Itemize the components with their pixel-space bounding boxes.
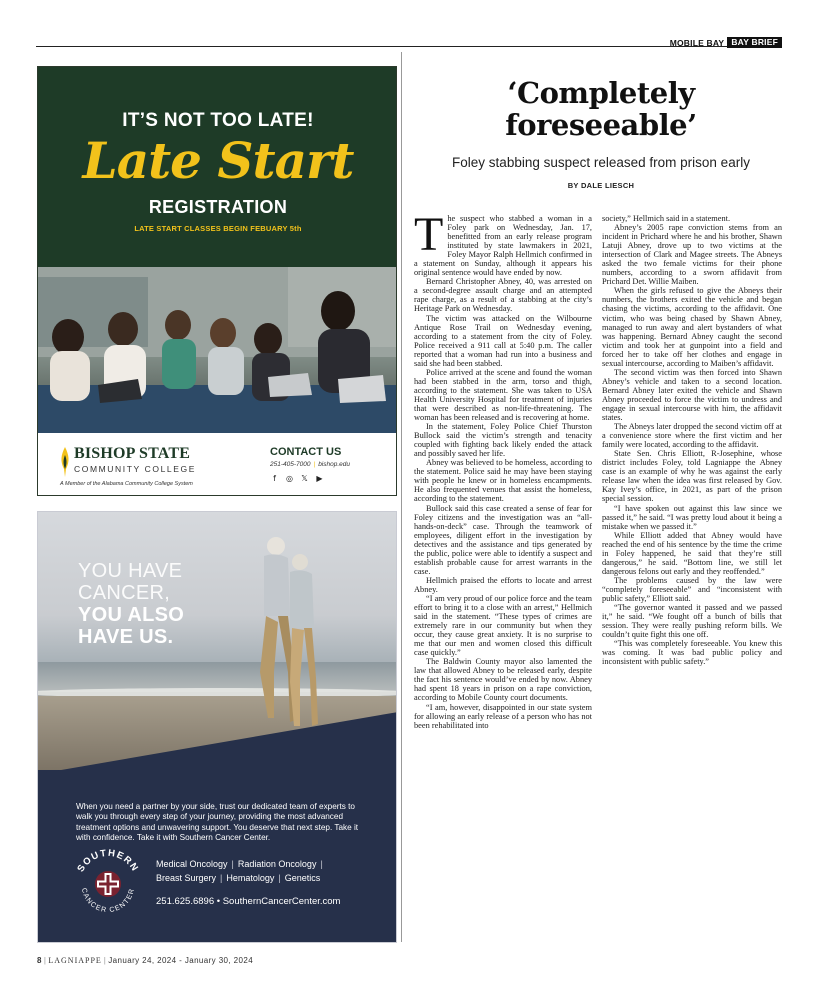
drop-cap: T [414,208,444,261]
students-illustration [38,267,397,433]
service-label: Hematology [226,873,275,883]
service-label: Radiation Oncology [237,859,317,869]
bishop-contact-title: CONTACT US [270,446,342,458]
article-column-1 [414,208,592,730]
bishop-flame-logo-icon [60,447,70,477]
facebook-icon[interactable]: f [273,474,276,483]
services-line-2: Breast Surgery | Hematology | Genetics [156,873,321,883]
svg-text:SOUTHERN: SOUTHERN [75,848,141,875]
instagram-icon[interactable]: ◎ [286,474,293,483]
students-photo [38,267,397,433]
section-tag-secondary: BAY BRIEF [727,37,782,48]
publication-name: LAGNIAPPE [48,956,102,965]
bishop-website-link[interactable]: bishop.edu [318,461,350,468]
bishop-school-sub: COMMUNITY COLLEGE [74,464,196,474]
article-paragraph: Abney’s 2005 rape conviction stems from an incident in Prichard where he and his brother, Shawn Latuji Abney, drove up to two victims at the intersection of Clark and Magee streets. The Abneys asked the two female victims for their phone numbers, according to a sworn affidavit from Prichard Det. Willie Maiben. [602,223,782,287]
bishop-ad-registration: REGISTRATION [148,197,288,217]
article-paragraph: Bullock said this case created a sense of fear for Foley citizens and the investigation was an “all-hands-on-deck” case. Through the teamwork of employees, diligent effort in the investigation by detectives and the assistance and tips generated by the public, police were able to identify a suspect and establish probable cause for arrest warrants in the case. [414,503,592,576]
section-tag-primary: MOBILE BAY [669,37,725,48]
article-paragraph: society,” Hellmich said in a statement. [602,214,731,223]
services-line-1: Medical Oncology | Radiation Oncology | [156,859,323,869]
section-tag [670,37,782,48]
x-icon[interactable]: 𝕏 [301,474,308,483]
article-paragraph: Bernard Christopher Abney, 40, was arrested on a second-degree assault charge and an attempted rape charge, as a result of a stabbing at the city’s Heritage Park on Wednesday. [414,277,592,314]
article-paragraph: “I am very proud of our police force and the team effort to bring it to a close with an arrest,” Hellmich said in the statement. “These types of crimes are extremely rare in our community but when they occur, they cause great anxiety. It is no surprise to me that our men and women closed this difficult case quickly.” [414,593,592,658]
bishop-school-name: BISHOP STATE [74,445,191,462]
service-label: Breast Surgery [156,873,217,883]
article-paragraph: “I am, however, disappointed in our state system for allowing an early release of a person who has not been rehabilitated into [414,702,592,730]
column-divider [401,52,402,942]
cancer-ad-contact-link[interactable]: 251.625.6896 • SouthernCancerCenter.com [156,896,341,907]
bishop-contact-line: 251-405-7000 | bishop.edu [270,461,350,468]
bishop-ad-script-title: Late Start [82,131,354,190]
southern-cancer-center-seal-icon [72,848,144,920]
headline-line: foreseeable’ [505,108,697,142]
article-byline: BY DALE LIESCH [567,181,635,190]
southern-cancer-center-ad[interactable] [37,511,397,943]
article-paragraph: State Sen. Chris Elliott, R-Josephine, whose district includes Foley, told Lagniappe the Abney case is an example of why he was against the early release law when the idea was first released by Gov. Kay Ivey’s office, in 2021, as part of the prison special session. [602,449,782,504]
article-paragraph: he suspect who stabbed a woman in a Foley park on Wednesday, Jan. 17, benefitted from an early release program instituted by state lawmakers in 2021, Foley Mayor Ralph Hellmich confirmed in a statement on Sunday, although it appears his original sentence would have ended by now. [414,214,592,278]
page-number: 8 [37,956,42,965]
headline-line: ‘Completely [507,76,695,110]
article-paragraph: When the girls refused to give the Abneys their numbers, the brothers exited the vehicle and began chasing the victims, according to the affidavit. One victim, who was being chased by Shawn Abney, managed to run away and alert bystanders of what was happening. Bernard Abney caught the second victim and took her at gunpoint into a field and forced her to take off her clothes and engage in sexual intercourse, according to Maiben’s affidavit. [602,286,782,368]
cancer-ad-headline-line: YOU HAVE [78,560,183,582]
service-label: Genetics [284,873,321,883]
article-paragraph: The Baldwin County mayor also lamented the law that allowed Abney to be released early, despite the fact his sentence would’ve ended by now. Abney had spent 18 years in prison on a rape conviction, according to Mobile County court documents. [414,657,592,703]
bishop-phone[interactable]: 251-405-7000 [270,461,311,468]
article-paragraph: Police arrived at the scene and found the woman had been stabbed in the arm, torso and thigh, according to the statement. She was taken to USA Health University Hospital for treatment of injuries that were described as non-life-threatening. The woman has been released and is recovering at home. [414,367,592,423]
article-deck: Foley stabbing suspect released from prison early [452,155,750,170]
bishop-state-ad[interactable] [37,66,397,496]
article-paragraph: In the statement, Foley Police Chief Thurston Bullock said the victim’s strength and tenacity coupled with fighting back likely ended the attack and possibly saved her life. [414,422,592,459]
issue-dates: January 24, 2024 - January 30, 2024 [108,956,254,965]
article-paragraph: “I have spoken out against this law since we passed it,” he said. “I was pretty loud about it being a mistake when we passed it.” [602,503,782,531]
article-paragraph: While Elliott added that Abney would have reached the end of his sentence by the time the crime in Foley happened, he said that they’re still dangerous,” he said. “Bottom line, we still let dangerous felons out early and they reoffended.” [602,530,782,576]
article-headline [414,77,788,141]
cancer-ad-headline [78,560,248,648]
page-footer: 8 | LAGNIAPPE | January 24, 2024 - January 30, 2024 [37,956,254,965]
article-paragraph: The victim was attacked on the Wilbourne Antique Rose Trail on Wednesday evening, according to a statement from the city of Foley. Police received a 911 call at 5:40 p.m. The caller reported that a woman had run into a business and said she had been stabbed. [414,313,592,368]
article-paragraph: Hellmich praised the efforts to locate and arrest Abney. [414,575,592,594]
cancer-ad-services [156,857,327,885]
article-column-2 [602,214,782,666]
bishop-ad-subline: LATE START CLASSES BEGIN FEBUARY 5th [134,224,302,233]
bishop-member-note: A Member of the Alabama Community College System [60,481,193,487]
article-paragraph: The problems caused by the law were “completely foreseeable” and “inconsistent with public safety,” Elliott said. [602,575,782,603]
bishop-social-icons [270,474,324,483]
article-paragraph: Abney was believed to be homeless, according to the statement. Police said he may have been staying with people he knew or in homeless encampments. He also frequented venues that assist the homeless, according to the statement. [414,458,592,504]
service-label: Medical Oncology [156,859,228,869]
svg-text:CANCER CENTER: CANCER CENTER [79,887,137,915]
cancer-ad-headline-line: HAVE US. [78,626,174,648]
youtube-icon[interactable]: ▶ [316,474,323,483]
article-paragraph: The second victim was then forced into Shawn Abney’s vehicle and taken to a second location. Bernard Abney later exited the vehicle and Shawn Abney proceeded to force the victim to undress and engage in sexual intercourse with him, the affidavit states. [602,367,782,423]
article-paragraph: The Abneys later dropped the second victim off at a convenience store where the first victim and her family were located, according to the affidavit. [602,422,782,450]
cancer-ad-headline-line: CANCER, [78,582,171,604]
bishop-ad-banner [38,67,397,267]
article-paragraph: “This was completely foreseeable. You knew this was coming. It was bad public policy and inconsistent with public safety.” [602,639,782,667]
cancer-ad-body: When you need a partner by your side, trust our dedicated team of experts to walk you through every step of your journey, providing the most advanced treatment options and unwavering support. You deserve that next step. Take it with confidence. Take it with Southern Cancer Center. [76,802,359,843]
cancer-ad-headline-line: YOU ALSO [78,604,185,626]
bishop-ad-kicker: IT’S NOT TOO LATE! [122,110,314,131]
bishop-ad-footer [38,433,397,496]
article-paragraph: “The governor wanted it passed and we passed it,” he said. “We fought off a bunch of bills that session. They were really pushing reform bills. We couldn’t quite fight this one off. [602,603,782,640]
